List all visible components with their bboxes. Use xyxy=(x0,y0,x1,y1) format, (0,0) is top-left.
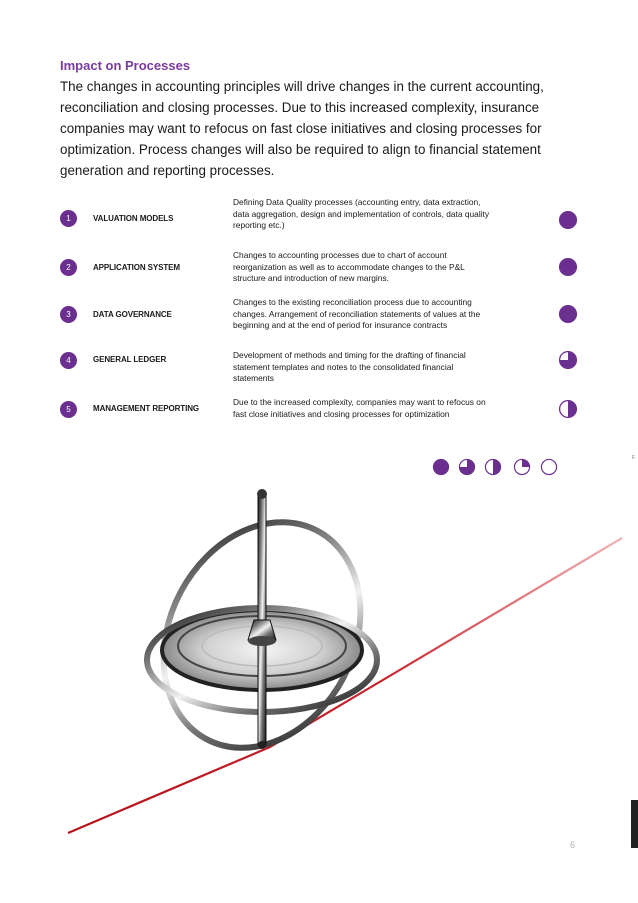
row-description-line: reorganization as well as to accommodate changes to the P&L xyxy=(233,261,465,272)
intro-paragraph xyxy=(60,76,570,181)
row-description-line: Changes to the existing reconciliation process due to accounting xyxy=(233,297,472,307)
intro-line: optimization. Process changes will also be required to align to financial statement xyxy=(60,142,541,157)
row-description-line: data aggregation, design and implementation of controls, data quality xyxy=(233,208,490,219)
row-description xyxy=(233,397,543,420)
row-description-line: structure and introduction of new margins. xyxy=(233,273,389,284)
harvey-ball-fill xyxy=(568,401,576,418)
row-description-line: statements xyxy=(233,373,274,384)
row-description-line: fast close initiatives and closing processes for optimization xyxy=(233,408,450,419)
harvey-ball-icon xyxy=(558,210,578,230)
harvey-ball-icon xyxy=(558,399,578,419)
row-number-badge: 3 xyxy=(60,306,77,323)
harvey-ball-icon xyxy=(558,304,578,324)
intro-line: The changes in accounting principles will drive changes in the current accounting, xyxy=(60,79,544,94)
row-description-line: reporting etc.) xyxy=(233,220,285,231)
row-label: MANAGEMENT REPORTING xyxy=(93,404,200,413)
side-mark: F xyxy=(632,455,636,461)
row-label: DATA GOVERNANCE xyxy=(93,310,172,319)
row-number-badge: 4 xyxy=(60,352,77,369)
edge-bar xyxy=(631,800,638,848)
row-description-line: Due to the increased complexity, companies may want to refocus on xyxy=(233,397,486,407)
row-description xyxy=(233,350,543,385)
row-description xyxy=(233,297,543,332)
row-number-badge: 2 xyxy=(60,259,77,276)
page-number: 6 xyxy=(570,840,576,850)
row-description-line: Development of methods and timing for the drafting of financial xyxy=(233,350,466,360)
row-number-badge: 1 xyxy=(60,210,77,227)
row-description xyxy=(233,197,543,232)
row-description-line: Defining Data Quality processes (accounting entry, data extraction, xyxy=(233,197,481,207)
gyroscope-illustration xyxy=(0,470,638,870)
red-trend-line xyxy=(68,538,622,833)
row-description xyxy=(233,250,543,285)
harvey-ball-fill xyxy=(522,459,530,467)
row-description-line: statement templates and notes to the consolidated financial xyxy=(233,361,454,372)
row-description-line: beginning and at the end of period for insurance contracts xyxy=(233,320,448,331)
row-label: APPLICATION SYSTEM xyxy=(93,263,180,272)
row-description-line: Changes to accounting processes due to chart of account xyxy=(233,250,447,260)
row-label: VALUATION MODELS xyxy=(93,214,174,223)
intro-line: companies may want to refocus on fast close initiatives and closing processes for xyxy=(60,121,542,136)
harvey-ball-icon xyxy=(558,350,578,370)
row-label: GENERAL LEDGER xyxy=(93,355,167,364)
section-title: Impact on Processes xyxy=(60,58,191,73)
row-description-line: changes. Arrangement of reconciliation statements of values at the xyxy=(233,308,481,319)
row-number-badge: 5 xyxy=(60,401,77,418)
intro-line: reconciliation and closing processes. Due to this increased complexity, insurance xyxy=(60,100,540,115)
harvey-ball-icon xyxy=(558,257,578,277)
intro-line: generation and reporting processes. xyxy=(60,163,275,178)
